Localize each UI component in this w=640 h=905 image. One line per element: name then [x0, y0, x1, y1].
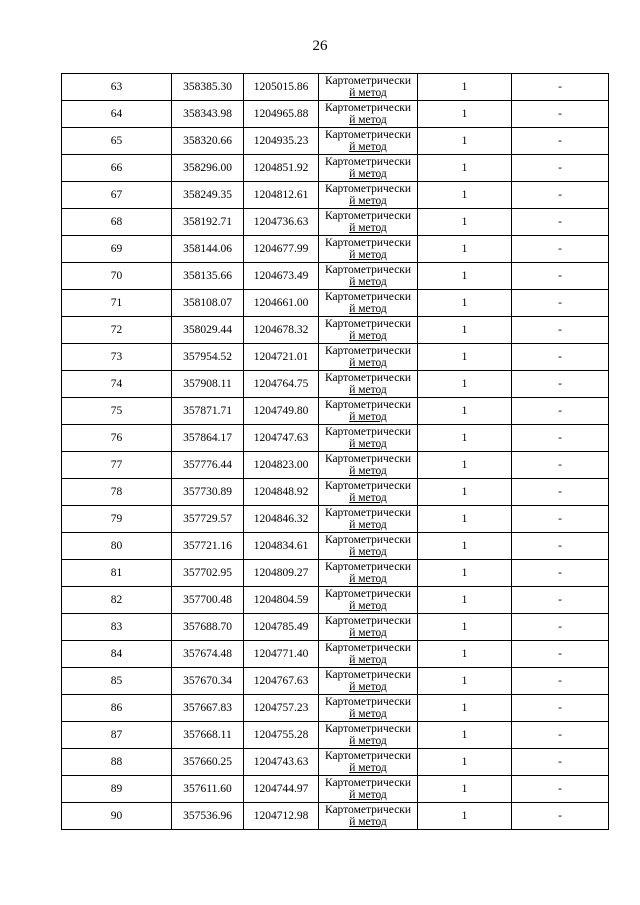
- accuracy-cell: 1: [418, 344, 512, 371]
- x-coordinate-cell: 358249.35: [172, 182, 244, 209]
- description-cell: -: [512, 668, 609, 695]
- method-text-line1: Картометрически: [324, 723, 412, 735]
- method-text-line1: Картометрически: [324, 642, 412, 654]
- accuracy-cell: 1: [418, 425, 512, 452]
- method-text-line1: Картометрически: [324, 588, 412, 600]
- method-text-line1: Картометрически: [324, 318, 412, 330]
- method-text-line1: Картометрически: [324, 453, 412, 465]
- accuracy-cell: 1: [418, 695, 512, 722]
- method-text-line1: Картометрически: [324, 183, 412, 195]
- accuracy-cell: 1: [418, 479, 512, 506]
- x-coordinate-cell: 358108.07: [172, 290, 244, 317]
- method-text-line1: Картометрически: [324, 264, 412, 276]
- y-coordinate-cell: 1204757.23: [244, 695, 319, 722]
- y-coordinate-cell: 1204744.97: [244, 776, 319, 803]
- x-coordinate-cell: 357702.95: [172, 560, 244, 587]
- accuracy-cell: 1: [418, 209, 512, 236]
- point-number-cell: 66: [62, 155, 172, 182]
- description-cell: -: [512, 371, 609, 398]
- table-row: [62, 101, 609, 128]
- description-cell: -: [512, 776, 609, 803]
- accuracy-cell: 1: [418, 641, 512, 668]
- accuracy-cell: 1: [418, 101, 512, 128]
- x-coordinate-cell: 357611.60: [172, 776, 244, 803]
- table-row: [62, 614, 609, 641]
- x-coordinate-cell: 357536.96: [172, 803, 244, 830]
- accuracy-cell: 1: [418, 722, 512, 749]
- table-row: [62, 182, 609, 209]
- y-coordinate-cell: 1204965.88: [244, 101, 319, 128]
- method-text-line1: Картометрически: [324, 291, 412, 303]
- method-cell: [319, 533, 418, 560]
- method-cell: [319, 155, 418, 182]
- method-cell: [319, 452, 418, 479]
- y-coordinate-cell: 1204767.63: [244, 668, 319, 695]
- description-cell: -: [512, 533, 609, 560]
- y-coordinate-cell: 1204678.32: [244, 317, 319, 344]
- y-coordinate-cell: 1204848.92: [244, 479, 319, 506]
- method-text-line1: Картометрически: [324, 696, 412, 708]
- table-row: [62, 263, 609, 290]
- description-cell: -: [512, 425, 609, 452]
- x-coordinate-cell: 357721.16: [172, 533, 244, 560]
- method-text-line2: й метод: [349, 789, 387, 801]
- accuracy-cell: 1: [418, 533, 512, 560]
- point-number-cell: 77: [62, 452, 172, 479]
- method-cell: [319, 101, 418, 128]
- method-text-line2: й метод: [349, 519, 387, 531]
- y-coordinate-cell: 1204834.61: [244, 533, 319, 560]
- point-number-cell: 86: [62, 695, 172, 722]
- method-cell: [319, 776, 418, 803]
- accuracy-cell: 1: [418, 803, 512, 830]
- method-cell: [319, 722, 418, 749]
- method-cell: [319, 425, 418, 452]
- y-coordinate-cell: 1204749.80: [244, 398, 319, 425]
- accuracy-cell: 1: [418, 668, 512, 695]
- method-cell: [319, 641, 418, 668]
- point-number-cell: 79: [62, 506, 172, 533]
- point-number-cell: 83: [62, 614, 172, 641]
- method-text-line1: Картометрически: [324, 777, 412, 789]
- method-cell: [319, 74, 418, 101]
- point-number-cell: 85: [62, 668, 172, 695]
- y-coordinate-cell: 1204764.75: [244, 371, 319, 398]
- method-text-line1: Картометрически: [324, 129, 412, 141]
- description-cell: -: [512, 722, 609, 749]
- table-row: [62, 722, 609, 749]
- table-row: [62, 803, 609, 830]
- method-text-line2: й метод: [349, 222, 387, 234]
- method-cell: [319, 236, 418, 263]
- method-cell: [319, 128, 418, 155]
- table-row: [62, 533, 609, 560]
- accuracy-cell: 1: [418, 290, 512, 317]
- method-text-line1: Картометрически: [324, 372, 412, 384]
- point-number-cell: 84: [62, 641, 172, 668]
- y-coordinate-cell: 1204721.01: [244, 344, 319, 371]
- point-number-cell: 82: [62, 587, 172, 614]
- method-text-line1: Картометрически: [324, 507, 412, 519]
- description-cell: -: [512, 695, 609, 722]
- method-text-line2: й метод: [349, 735, 387, 747]
- accuracy-cell: 1: [418, 506, 512, 533]
- method-cell: [319, 614, 418, 641]
- description-cell: -: [512, 236, 609, 263]
- point-number-cell: 81: [62, 560, 172, 587]
- method-text-line1: Картометрически: [324, 534, 412, 546]
- x-coordinate-cell: 357674.48: [172, 641, 244, 668]
- method-cell: [319, 290, 418, 317]
- method-text-line2: й метод: [349, 303, 387, 315]
- y-coordinate-cell: 1204673.49: [244, 263, 319, 290]
- x-coordinate-cell: 357730.89: [172, 479, 244, 506]
- coordinates-table: [61, 73, 609, 830]
- accuracy-cell: 1: [418, 776, 512, 803]
- table-row: [62, 668, 609, 695]
- method-cell: [319, 749, 418, 776]
- accuracy-cell: 1: [418, 263, 512, 290]
- accuracy-cell: 1: [418, 236, 512, 263]
- description-cell: -: [512, 128, 609, 155]
- table-row: [62, 695, 609, 722]
- point-number-cell: 89: [62, 776, 172, 803]
- accuracy-cell: 1: [418, 371, 512, 398]
- description-cell: -: [512, 290, 609, 317]
- y-coordinate-cell: 1204785.49: [244, 614, 319, 641]
- method-text-line2: й метод: [349, 816, 387, 828]
- point-number-cell: 63: [62, 74, 172, 101]
- description-cell: -: [512, 101, 609, 128]
- method-text-line1: Картометрически: [324, 237, 412, 249]
- method-cell: [319, 317, 418, 344]
- x-coordinate-cell: 358192.71: [172, 209, 244, 236]
- y-coordinate-cell: 1204846.32: [244, 506, 319, 533]
- accuracy-cell: 1: [418, 182, 512, 209]
- description-cell: -: [512, 452, 609, 479]
- y-coordinate-cell: 1204755.28: [244, 722, 319, 749]
- x-coordinate-cell: 358296.00: [172, 155, 244, 182]
- method-text-line1: Картометрически: [324, 561, 412, 573]
- method-text-line2: й метод: [349, 330, 387, 342]
- point-number-cell: 78: [62, 479, 172, 506]
- table-row: [62, 506, 609, 533]
- method-cell: [319, 182, 418, 209]
- page-number: 26: [312, 38, 328, 54]
- method-text-line1: Картометрически: [324, 804, 412, 816]
- method-text-line2: й метод: [349, 600, 387, 612]
- point-number-cell: 88: [62, 749, 172, 776]
- method-cell: [319, 506, 418, 533]
- description-cell: -: [512, 479, 609, 506]
- method-text-line2: й метод: [349, 465, 387, 477]
- point-number-cell: 70: [62, 263, 172, 290]
- method-text-line2: й метод: [349, 546, 387, 558]
- method-text-line2: й метод: [349, 114, 387, 126]
- method-text-line2: й метод: [349, 708, 387, 720]
- method-cell: [319, 560, 418, 587]
- x-coordinate-cell: 357908.11: [172, 371, 244, 398]
- method-cell: [319, 479, 418, 506]
- method-text-line1: Картометрически: [324, 210, 412, 222]
- point-number-cell: 69: [62, 236, 172, 263]
- description-cell: -: [512, 344, 609, 371]
- x-coordinate-cell: 357954.52: [172, 344, 244, 371]
- method-text-line1: Картометрически: [324, 750, 412, 762]
- method-text-line1: Картометрически: [324, 426, 412, 438]
- x-coordinate-cell: 357660.25: [172, 749, 244, 776]
- point-number-cell: 90: [62, 803, 172, 830]
- accuracy-cell: 1: [418, 128, 512, 155]
- y-coordinate-cell: 1204809.27: [244, 560, 319, 587]
- table-row: [62, 317, 609, 344]
- method-text-line2: й метод: [349, 573, 387, 585]
- description-cell: -: [512, 317, 609, 344]
- table-row: [62, 74, 609, 101]
- point-number-cell: 65: [62, 128, 172, 155]
- method-text-line1: Картометрически: [324, 75, 412, 87]
- table-row: [62, 479, 609, 506]
- method-text-line2: й метод: [349, 249, 387, 261]
- x-coordinate-cell: 358144.06: [172, 236, 244, 263]
- table-row: [62, 344, 609, 371]
- method-cell: [319, 209, 418, 236]
- y-coordinate-cell: 1205015.86: [244, 74, 319, 101]
- accuracy-cell: 1: [418, 587, 512, 614]
- method-cell: [319, 398, 418, 425]
- accuracy-cell: 1: [418, 614, 512, 641]
- description-cell: -: [512, 506, 609, 533]
- y-coordinate-cell: 1204677.99: [244, 236, 319, 263]
- table-row: [62, 560, 609, 587]
- accuracy-cell: 1: [418, 398, 512, 425]
- x-coordinate-cell: 358343.98: [172, 101, 244, 128]
- x-coordinate-cell: 357776.44: [172, 452, 244, 479]
- table-row: [62, 749, 609, 776]
- point-number-cell: 74: [62, 371, 172, 398]
- y-coordinate-cell: 1204804.59: [244, 587, 319, 614]
- method-text-line2: й метод: [349, 357, 387, 369]
- method-text-line2: й метод: [349, 438, 387, 450]
- method-text-line2: й метод: [349, 384, 387, 396]
- method-text-line2: й метод: [349, 168, 387, 180]
- point-number-cell: 67: [62, 182, 172, 209]
- table-row: [62, 155, 609, 182]
- y-coordinate-cell: 1204736.63: [244, 209, 319, 236]
- table-row: [62, 776, 609, 803]
- method-text-line2: й метод: [349, 654, 387, 666]
- description-cell: -: [512, 614, 609, 641]
- table-row: [62, 587, 609, 614]
- x-coordinate-cell: 358029.44: [172, 317, 244, 344]
- description-cell: -: [512, 749, 609, 776]
- point-number-cell: 72: [62, 317, 172, 344]
- method-text-line2: й метод: [349, 276, 387, 288]
- description-cell: -: [512, 641, 609, 668]
- method-text-line1: Картометрически: [324, 480, 412, 492]
- description-cell: -: [512, 155, 609, 182]
- table-row: [62, 128, 609, 155]
- method-text-line1: Картометрически: [324, 102, 412, 114]
- accuracy-cell: 1: [418, 560, 512, 587]
- x-coordinate-cell: 357871.71: [172, 398, 244, 425]
- y-coordinate-cell: 1204771.40: [244, 641, 319, 668]
- y-coordinate-cell: 1204812.61: [244, 182, 319, 209]
- method-cell: [319, 695, 418, 722]
- method-text-line1: Картометрически: [324, 615, 412, 627]
- description-cell: -: [512, 560, 609, 587]
- method-text-line2: й метод: [349, 681, 387, 693]
- description-cell: -: [512, 803, 609, 830]
- x-coordinate-cell: 357700.48: [172, 587, 244, 614]
- description-cell: -: [512, 587, 609, 614]
- point-number-cell: 68: [62, 209, 172, 236]
- method-text-line1: Картометрически: [324, 399, 412, 411]
- table-row: [62, 236, 609, 263]
- table-row: [62, 209, 609, 236]
- method-text-line2: й метод: [349, 627, 387, 639]
- method-text-line2: й метод: [349, 492, 387, 504]
- table-body: [62, 74, 609, 830]
- x-coordinate-cell: 357667.83: [172, 695, 244, 722]
- accuracy-cell: 1: [418, 749, 512, 776]
- description-cell: -: [512, 74, 609, 101]
- method-text-line2: й метод: [349, 195, 387, 207]
- method-cell: [319, 587, 418, 614]
- y-coordinate-cell: 1204743.63: [244, 749, 319, 776]
- method-cell: [319, 803, 418, 830]
- y-coordinate-cell: 1204851.92: [244, 155, 319, 182]
- method-cell: [319, 668, 418, 695]
- point-number-cell: 75: [62, 398, 172, 425]
- table-row: [62, 371, 609, 398]
- point-number-cell: 80: [62, 533, 172, 560]
- point-number-cell: 64: [62, 101, 172, 128]
- x-coordinate-cell: 358385.30: [172, 74, 244, 101]
- method-text-line2: й метод: [349, 411, 387, 423]
- method-text-line2: й метод: [349, 141, 387, 153]
- description-cell: -: [512, 182, 609, 209]
- table-row: [62, 641, 609, 668]
- method-text-line1: Картометрически: [324, 156, 412, 168]
- y-coordinate-cell: 1204661.00: [244, 290, 319, 317]
- table-row: [62, 398, 609, 425]
- x-coordinate-cell: 357688.70: [172, 614, 244, 641]
- point-number-cell: 76: [62, 425, 172, 452]
- y-coordinate-cell: 1204823.00: [244, 452, 319, 479]
- accuracy-cell: 1: [418, 452, 512, 479]
- accuracy-cell: 1: [418, 317, 512, 344]
- x-coordinate-cell: 357729.57: [172, 506, 244, 533]
- accuracy-cell: 1: [418, 155, 512, 182]
- y-coordinate-cell: 1204935.23: [244, 128, 319, 155]
- x-coordinate-cell: 357670.34: [172, 668, 244, 695]
- y-coordinate-cell: 1204712.98: [244, 803, 319, 830]
- x-coordinate-cell: 358320.66: [172, 128, 244, 155]
- x-coordinate-cell: 358135.66: [172, 263, 244, 290]
- point-number-cell: 73: [62, 344, 172, 371]
- method-text-line1: Картометрически: [324, 669, 412, 681]
- x-coordinate-cell: 357864.17: [172, 425, 244, 452]
- description-cell: -: [512, 263, 609, 290]
- point-number-cell: 71: [62, 290, 172, 317]
- x-coordinate-cell: 357668.11: [172, 722, 244, 749]
- method-text-line2: й метод: [349, 87, 387, 99]
- method-cell: [319, 371, 418, 398]
- description-cell: -: [512, 398, 609, 425]
- point-number-cell: 87: [62, 722, 172, 749]
- description-cell: -: [512, 209, 609, 236]
- table-row: [62, 425, 609, 452]
- table-row: [62, 452, 609, 479]
- method-cell: [319, 344, 418, 371]
- method-text-line2: й метод: [349, 762, 387, 774]
- y-coordinate-cell: 1204747.63: [244, 425, 319, 452]
- table-row: [62, 290, 609, 317]
- method-text-line1: Картометрически: [324, 345, 412, 357]
- method-cell: [319, 263, 418, 290]
- accuracy-cell: 1: [418, 74, 512, 101]
